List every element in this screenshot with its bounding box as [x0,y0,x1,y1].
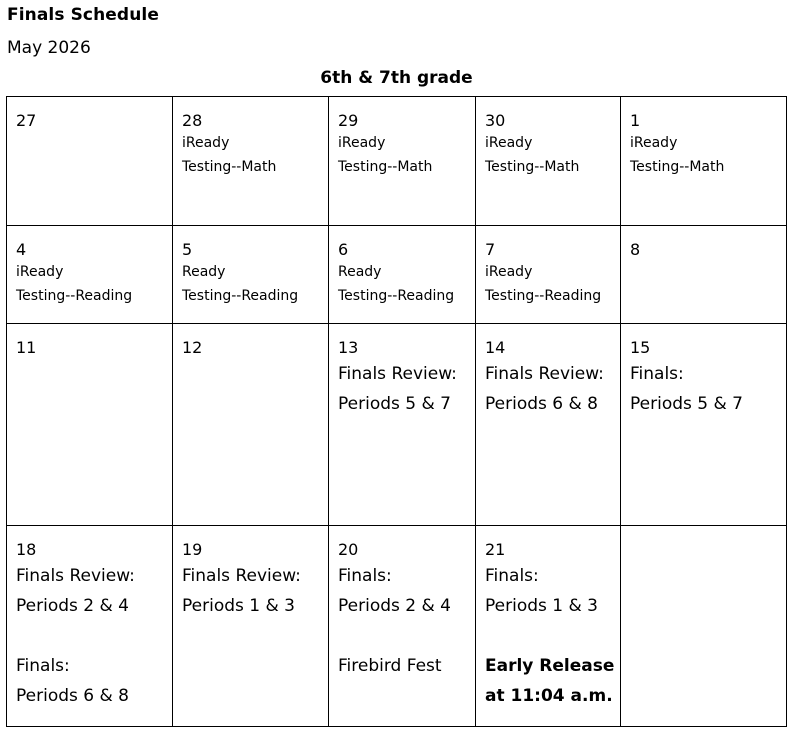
day-number: 19 [182,540,203,559]
day-number: 7 [485,240,496,259]
calendar-cell-apr-30 [476,97,621,226]
event-line: Firebird Fest [338,656,442,676]
spacer [16,621,164,651]
event-line: Periods 1 & 3 [182,596,295,616]
day-number: 27 [16,111,37,130]
event-line: iReady [338,135,386,151]
day-number: 18 [16,540,37,559]
event-line: Periods 2 & 4 [16,596,129,616]
event-line: Finals Review: [338,364,457,384]
event-line: iReady [485,264,533,280]
event-line: Periods 5 & 7 [630,394,743,414]
event-line: Ready [182,264,226,280]
event-line: Testing--Reading [182,288,299,304]
event-line: Periods 6 & 8 [485,394,598,414]
event-line: Finals: [485,566,539,586]
day-number: 4 [16,240,27,259]
calendar-cell-may-12 [173,324,329,526]
event-line: Ready [338,264,382,280]
calendar-cell-may-4 [7,226,173,324]
month-subtitle: May 2026 [7,38,91,58]
calendar-cell-may-11 [7,324,173,526]
event-line: Periods 2 & 4 [338,596,451,616]
calendar-cell-apr-27 [7,97,173,226]
event-line: iReady [485,135,533,151]
calendar-week-4 [7,526,787,727]
calendar-cell-may-20 [329,526,476,727]
calendar-cell-may-14 [476,324,621,526]
event-line: Testing--Math [485,159,580,175]
day-number: 5 [182,240,193,259]
day-number: 28 [182,111,203,130]
spacer [485,621,612,651]
event-line: Testing--Math [338,159,433,175]
calendar-table [6,96,787,727]
event-line: Testing--Math [630,159,725,175]
event-line: Testing--Reading [485,288,602,304]
event-line: Testing--Math [182,159,277,175]
calendar-cell-may-15 [621,324,787,526]
day-number: 20 [338,540,359,559]
day-number: 12 [182,338,203,357]
page-title: Finals Schedule [7,5,159,25]
event-line: Periods 6 & 8 [16,686,129,706]
event-line: Finals Review: [16,566,135,586]
early-release-time: at 11:04 a.m. [485,686,613,706]
spacer [338,621,467,651]
calendar-cell-may-8 [621,226,787,324]
event-line: Finals: [16,656,70,676]
calendar-cell-may-5 [173,226,329,324]
calendar-cell-may-7 [476,226,621,324]
event-line: Testing--Reading [338,288,455,304]
calendar-cell-may-21 [476,526,621,727]
calendar-week-2 [7,226,787,324]
day-number: 6 [338,240,349,259]
event-line: Periods 5 & 7 [338,394,451,414]
event-line: iReady [182,135,230,151]
calendar-cell-apr-28 [173,97,329,226]
day-number: 30 [485,111,506,130]
event-line: Periods 1 & 3 [485,596,598,616]
day-number: 8 [630,240,641,259]
event-line: Finals: [630,364,684,384]
calendar-cell-apr-29 [329,97,476,226]
event-line: iReady [16,264,64,280]
early-release-line: Early Release [485,656,615,676]
event-line: iReady [630,135,678,151]
event-line: Testing--Reading [16,288,133,304]
day-number: 21 [485,540,506,559]
day-number: 11 [16,338,37,357]
calendar-cell-may-1 [621,97,787,226]
calendar-cell-may-19 [173,526,329,727]
calendar-cell-may-18 [7,526,173,727]
grade-heading: 6th & 7th grade [320,68,473,88]
event-line: Finals Review: [485,364,604,384]
event-line: Finals Review: [182,566,301,586]
day-number: 13 [338,338,359,357]
event-line: Finals: [338,566,392,586]
calendar-cell-may-6 [329,226,476,324]
day-number: 1 [630,111,641,130]
calendar-cell-empty [621,526,787,727]
day-number: 29 [338,111,359,130]
day-number: 15 [630,338,651,357]
calendar-week-1 [7,97,787,226]
calendar-week-3 [7,324,787,526]
day-number: 14 [485,338,506,357]
calendar-cell-may-13 [329,324,476,526]
